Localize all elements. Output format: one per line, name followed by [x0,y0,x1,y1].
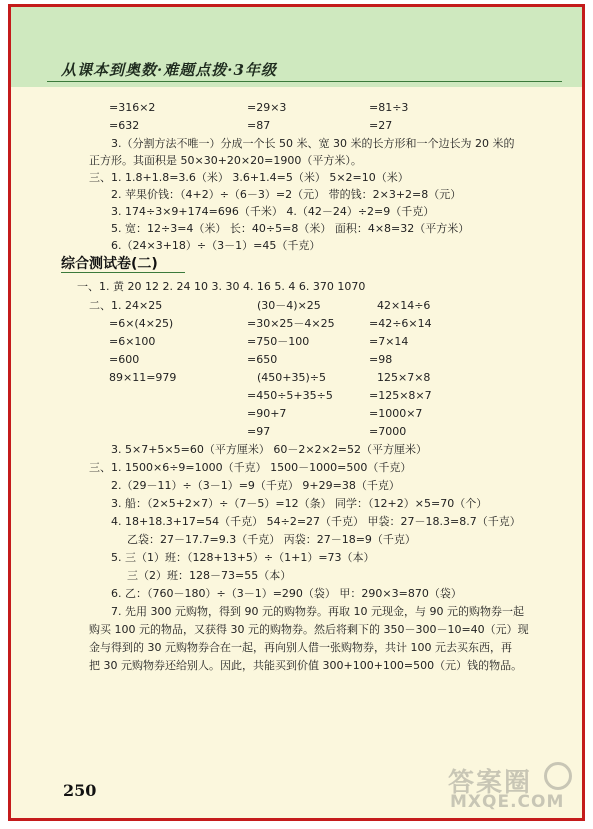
answer-line: =650 [247,353,278,366]
answer-line: =81÷3 [369,101,409,114]
answer-line: =6×100 [109,335,156,348]
answer-line: (30－4)×25 [257,299,321,312]
answer-line: =97 [247,425,271,438]
answer-line: 3.（分割方法不唯一）分成一个长 50 米、宽 30 米的长方形和一个边长为 20 米的 [111,137,515,150]
answer-line: =98 [369,353,393,366]
answer-line: 42×14÷6 [377,299,431,312]
answer-line: =30×25－4×25 [247,317,335,330]
watermark-logo [444,762,574,814]
answer-line: 3. 5×7+5×5=60（平方厘米） 60－2×2×2=52（平方厘米） [111,443,427,456]
answer-line: =450÷5+35÷5 [247,389,333,402]
answer-line: =1000×7 [369,407,423,420]
answer-line: 三、1. 1.8+1.8=3.6（米） 3.6+1.4=5（米） 5×2=10（米） [89,171,409,184]
answer-line: =750－100 [247,335,310,348]
answer-line: =27 [369,119,393,132]
watermark-text-top: 答案圈 [448,768,533,798]
answer-line: 3. 船：（2×5+2×7）÷（7－5）=12（条） 同学：（12+2）×5=70（个） [111,497,488,510]
watermark-text-bottom: MXQE.COM [450,792,565,812]
answer-line: =7×14 [369,335,409,348]
answer-line: =29×3 [247,101,287,114]
answer-line: 三（2）班：128－73=55（本） [127,569,292,582]
answer-line: =87 [247,119,271,132]
answer-line: 125×7×8 [377,371,431,384]
watermark-circle-icon [544,762,572,790]
answer-line: =42÷6×14 [369,317,432,330]
answer-line: (450+35)÷5 [257,371,327,384]
page-header [11,7,582,87]
answer-line: 5. 宽：12÷3=4（米） 长：40÷5=8（米） 面积：4×8=32（平方米） [111,222,470,235]
answer-line: =316×2 [109,101,156,114]
answer-line: 正方形。其面积是 50×30+20×20=1900（平方米）。 [89,154,362,167]
section-underline [61,272,185,273]
answer-line: 4. 18+18.3+17=54（千克） 54÷2=27（千克） 甲袋：27－18.3=8.7（千克） [111,515,521,528]
answer-line: 3. 174÷3×9+174=696（千米） 4.（42－24）÷2=9（千克） [111,205,435,218]
answer-line: 金与得到的 30 元购物券合在一起，再向别人借一张购物券，共计 100 元去买东西，再 [89,641,512,654]
page-number: 250 [63,781,97,800]
header-title: 从课本到奥数·难题点拨·3年级 [61,61,277,79]
answer-line: =600 [109,353,140,366]
answer-line: 6. 乙：（760－180）÷（3－1）=290（袋） 甲：290×3=870（袋） [111,587,462,600]
answer-line: 2.（29－11）÷（3－1）=9（千克） 9+29=38（千克） [111,479,400,492]
answer-line: 一、1. 黄 20 12 2. 24 10 3. 30 4. 16 5. 4 6. 370 1070 [77,280,366,293]
answer-line: 89×11=979 [109,371,177,384]
book-page [8,4,585,821]
answer-line: 6.（24×3+18）÷（3－1）=45（千克） [111,239,321,252]
answer-line: 乙袋：27－17.7=9.3（千克） 丙袋：27－18=9（千克） [127,533,416,546]
header-divider [47,81,562,82]
answer-line: =90+7 [247,407,287,420]
answer-line: =632 [109,119,140,132]
answer-line: 把 30 元购物券还给别人。因此，共能买到价值 300+100+100=500（元）钱的物品。 [89,659,523,672]
answer-line: 2. 苹果价钱：（4+2）÷（6－3）=2（元） 带的钱：2×3+2=8（元） [111,188,462,201]
answer-line: 7. 先用 300 元购物，得到 90 元的购物券。再取 10 元现金，与 90 元的购物券一起 [111,605,524,618]
answer-line: =125×8×7 [369,389,432,402]
answer-line: 二、1. 24×25 [89,299,163,312]
answer-line: 三、1. 1500×6÷9=1000（千克） 1500－1000=500（千克） [89,461,412,474]
answer-line: =6×(4×25) [109,317,174,330]
answer-line: 5. 三（1）班：（128+13+5）÷（1+1）=73（本） [111,551,375,564]
section-title: 综合测试卷(二) [61,256,158,272]
answer-line: 购买 100 元的物品，又获得 30 元的购物券。然后将剩下的 350－300－10=40（元）现 [89,623,529,636]
answer-line: =7000 [369,425,407,438]
